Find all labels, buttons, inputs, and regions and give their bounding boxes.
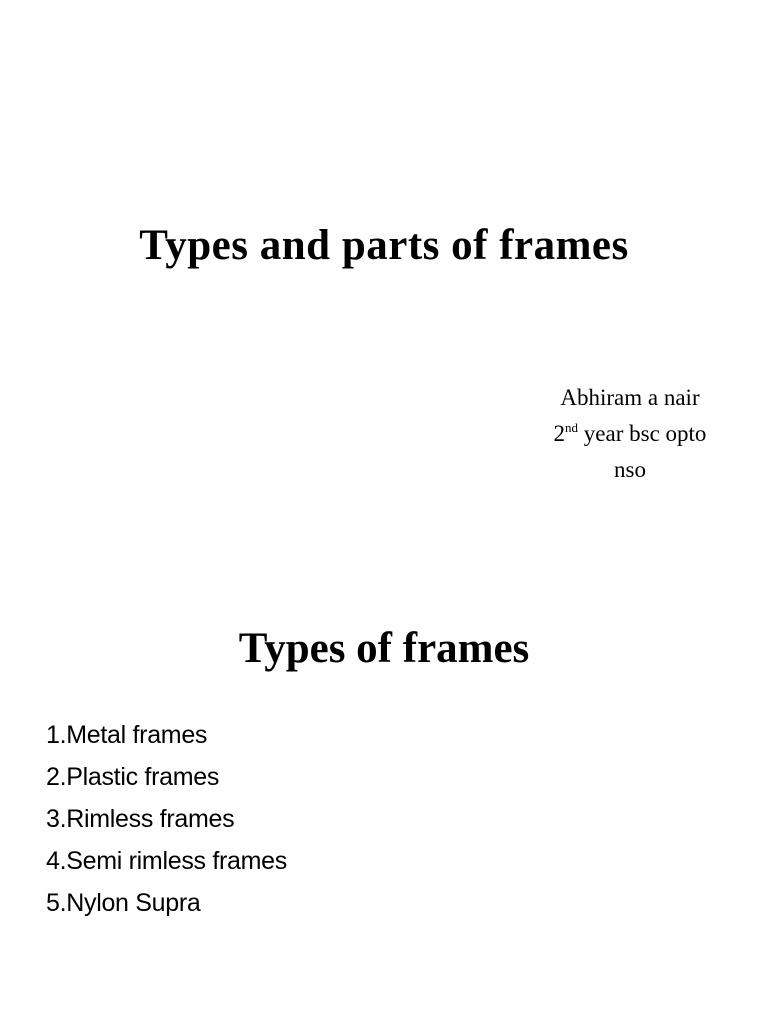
year-rest: year bsc opto bbox=[578, 421, 707, 446]
list-item: 4.Semi rimless frames bbox=[46, 847, 287, 875]
slide-title: Types and parts of frames bbox=[139, 222, 629, 269]
year-suffix: nd bbox=[565, 420, 579, 435]
author-year bbox=[510, 416, 750, 452]
author-name: Abhiram a nair bbox=[560, 385, 700, 410]
list-item: 5.Nylon Supra bbox=[46, 889, 201, 917]
year-number: 2 bbox=[553, 421, 566, 446]
types-list bbox=[46, 714, 287, 924]
types-title: Types of frames bbox=[238, 625, 530, 672]
list-item: 2.Plastic frames bbox=[46, 763, 220, 791]
types-slide bbox=[0, 576, 768, 1024]
author-block bbox=[510, 380, 750, 488]
list-item: 3.Rimless frames bbox=[46, 805, 235, 833]
author-org: nso bbox=[614, 457, 646, 482]
list-item: 1.Metal frames bbox=[46, 721, 208, 749]
